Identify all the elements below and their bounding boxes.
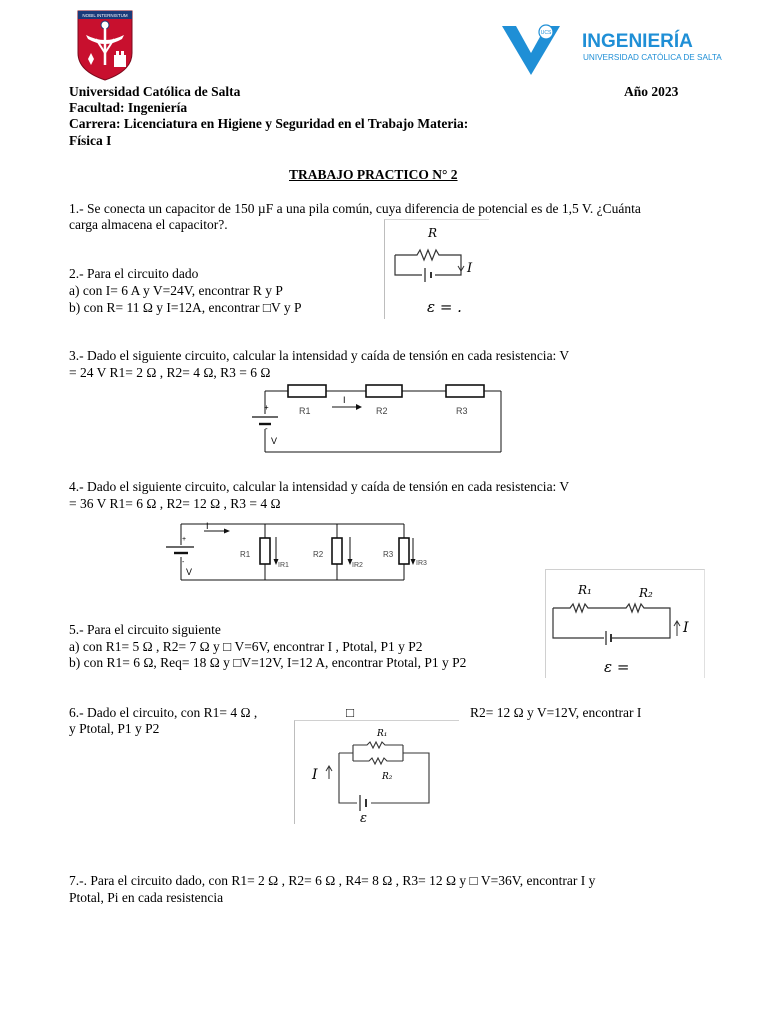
problem-6-line-1b: R2= 12 Ω y V=12V, encontrar I <box>470 705 642 720</box>
problem-1-line-2: carga almacena el capacitor?. <box>69 217 228 232</box>
problem-3-line-1: 3.- Dado el siguiente circuito, calcular la intensidad y caída de tensión en cada resistencia: V <box>69 348 570 363</box>
fig2-r-label: R <box>428 226 438 240</box>
figure-4-parallel-circuit <box>164 519 410 583</box>
fig3-r2-label: R2 <box>376 406 388 416</box>
fig5-r2-label: R₂ <box>639 586 653 600</box>
figure-5-circuit <box>545 569 705 678</box>
career-label: Carrera: Licenciatura en Higiene y Seguridad en el Trabajo Materia: <box>69 116 469 131</box>
fig3-i-label: I <box>343 395 346 405</box>
problem-4-line-1: 4.- Dado el siguiente circuito, calcular la intensidad y caída de tensión en cada resistencia: V <box>69 479 570 494</box>
fig5-emf-label: ε = <box>604 658 630 676</box>
fig3-r3-label: R3 <box>456 406 468 416</box>
fig4-plus: + <box>182 536 187 543</box>
problem-3-line-2: = 24 V R1= 2 Ω , R2= 4 Ω, R3 = 6 Ω <box>69 365 271 380</box>
fig4-r2-label: R2 <box>313 550 324 559</box>
brand-title: INGENIERÍA <box>582 31 693 52</box>
ucs-badge-text: UCS <box>540 30 552 36</box>
fig3-minus: - <box>265 424 268 433</box>
university-name: Universidad Católica de Salta <box>69 84 241 99</box>
subject-label: Física I <box>69 133 112 148</box>
fig6-r1-label: R₁ <box>377 729 388 739</box>
fig2-emf-label: ε = . <box>427 298 462 316</box>
brand-subtitle: UNIVERSIDAD CATÓLICA DE SALTA <box>583 53 722 62</box>
problem-7-line-1: 7.-. Para el circuito dado, con R1= 2 Ω , R2= 6 Ω , R4= 8 Ω , R3= 12 Ω y □ V=36V, encontrar I y <box>69 873 596 888</box>
problem-4-line-2: = 36 V R1= 6 Ω , R2= 12 Ω , R3 = 4 Ω <box>69 496 281 511</box>
fig4-ir1-label: IR1 <box>278 562 289 569</box>
fig4-i-label: I <box>206 521 209 531</box>
figure-6-circuit <box>294 720 459 824</box>
figure-2-circuit <box>384 219 489 319</box>
fig4-r3-label: R3 <box>383 550 394 559</box>
problem-5-line-3: b) con R1= 6 Ω, Req= 18 Ω y □V=12V, I=12 A, encontrar Ptotal, P1 y P2 <box>69 655 467 670</box>
page-title: TRABAJO PRACTICO N° 2 <box>289 167 458 182</box>
university-shield-logo <box>76 9 134 81</box>
problem-2-line-2: a) con I= 6 A y V=24V, encontrar R y P <box>69 283 283 298</box>
year-label: Año 2023 <box>624 84 679 99</box>
problem-6-line-1a: 6.- Dado el circuito, con R1= 4 Ω , <box>69 705 258 720</box>
fig5-i-label: I <box>683 620 689 636</box>
ingenieria-logo <box>500 23 750 77</box>
fig4-r1-label: R1 <box>240 550 251 559</box>
shield-motto: NOBIL INTERNISTUM <box>82 13 128 18</box>
faculty-label: Facultad: Ingeniería <box>69 100 188 115</box>
problem-7-line-2: Ptotal, Pi en cada resistencia <box>69 890 224 905</box>
figure-4-ir3 <box>410 537 436 571</box>
fig6-i-label: I <box>312 767 318 783</box>
fig4-minus: - <box>182 559 185 566</box>
problem-2-line-3: b) con R= 11 Ω y I=12A, encontrar □V y P <box>69 300 302 315</box>
fig5-r1-label: R₁ <box>578 583 592 597</box>
problem-2-line-1: 2.- Para el circuito dado <box>69 266 199 281</box>
fig4-ir2-label: IR2 <box>352 562 363 569</box>
fig3-r1-label: R1 <box>299 406 311 416</box>
problem-6-placeholder-box: □ <box>346 705 355 720</box>
figure-3-series-circuit <box>244 381 506 455</box>
problem-5-line-2: a) con R1= 5 Ω , R2= 7 Ω y □ V=6V, encontrar I , Ptotal, P1 y P2 <box>69 639 423 654</box>
fig6-r2-label: R₂ <box>382 772 393 782</box>
problem-1-line-1: 1.- Se conecta un capacitor de 150 µF a una pila común, cuya diferencia de potencial es de 1,5 V. ¿Cuánta <box>69 201 641 216</box>
fig6-emf-label: ε <box>360 811 367 824</box>
problem-6-line-2: y Ptotal, P1 y P2 <box>69 721 160 736</box>
fig3-v-label: V <box>271 436 278 446</box>
fig2-i-label: I <box>467 261 473 276</box>
problem-5-line-1: 5.- Para el circuito siguiente <box>69 622 221 637</box>
fig4-v-label: V <box>186 567 193 577</box>
fig4-ir3-label: IR3 <box>416 560 427 567</box>
fig3-plus: + <box>264 403 269 412</box>
